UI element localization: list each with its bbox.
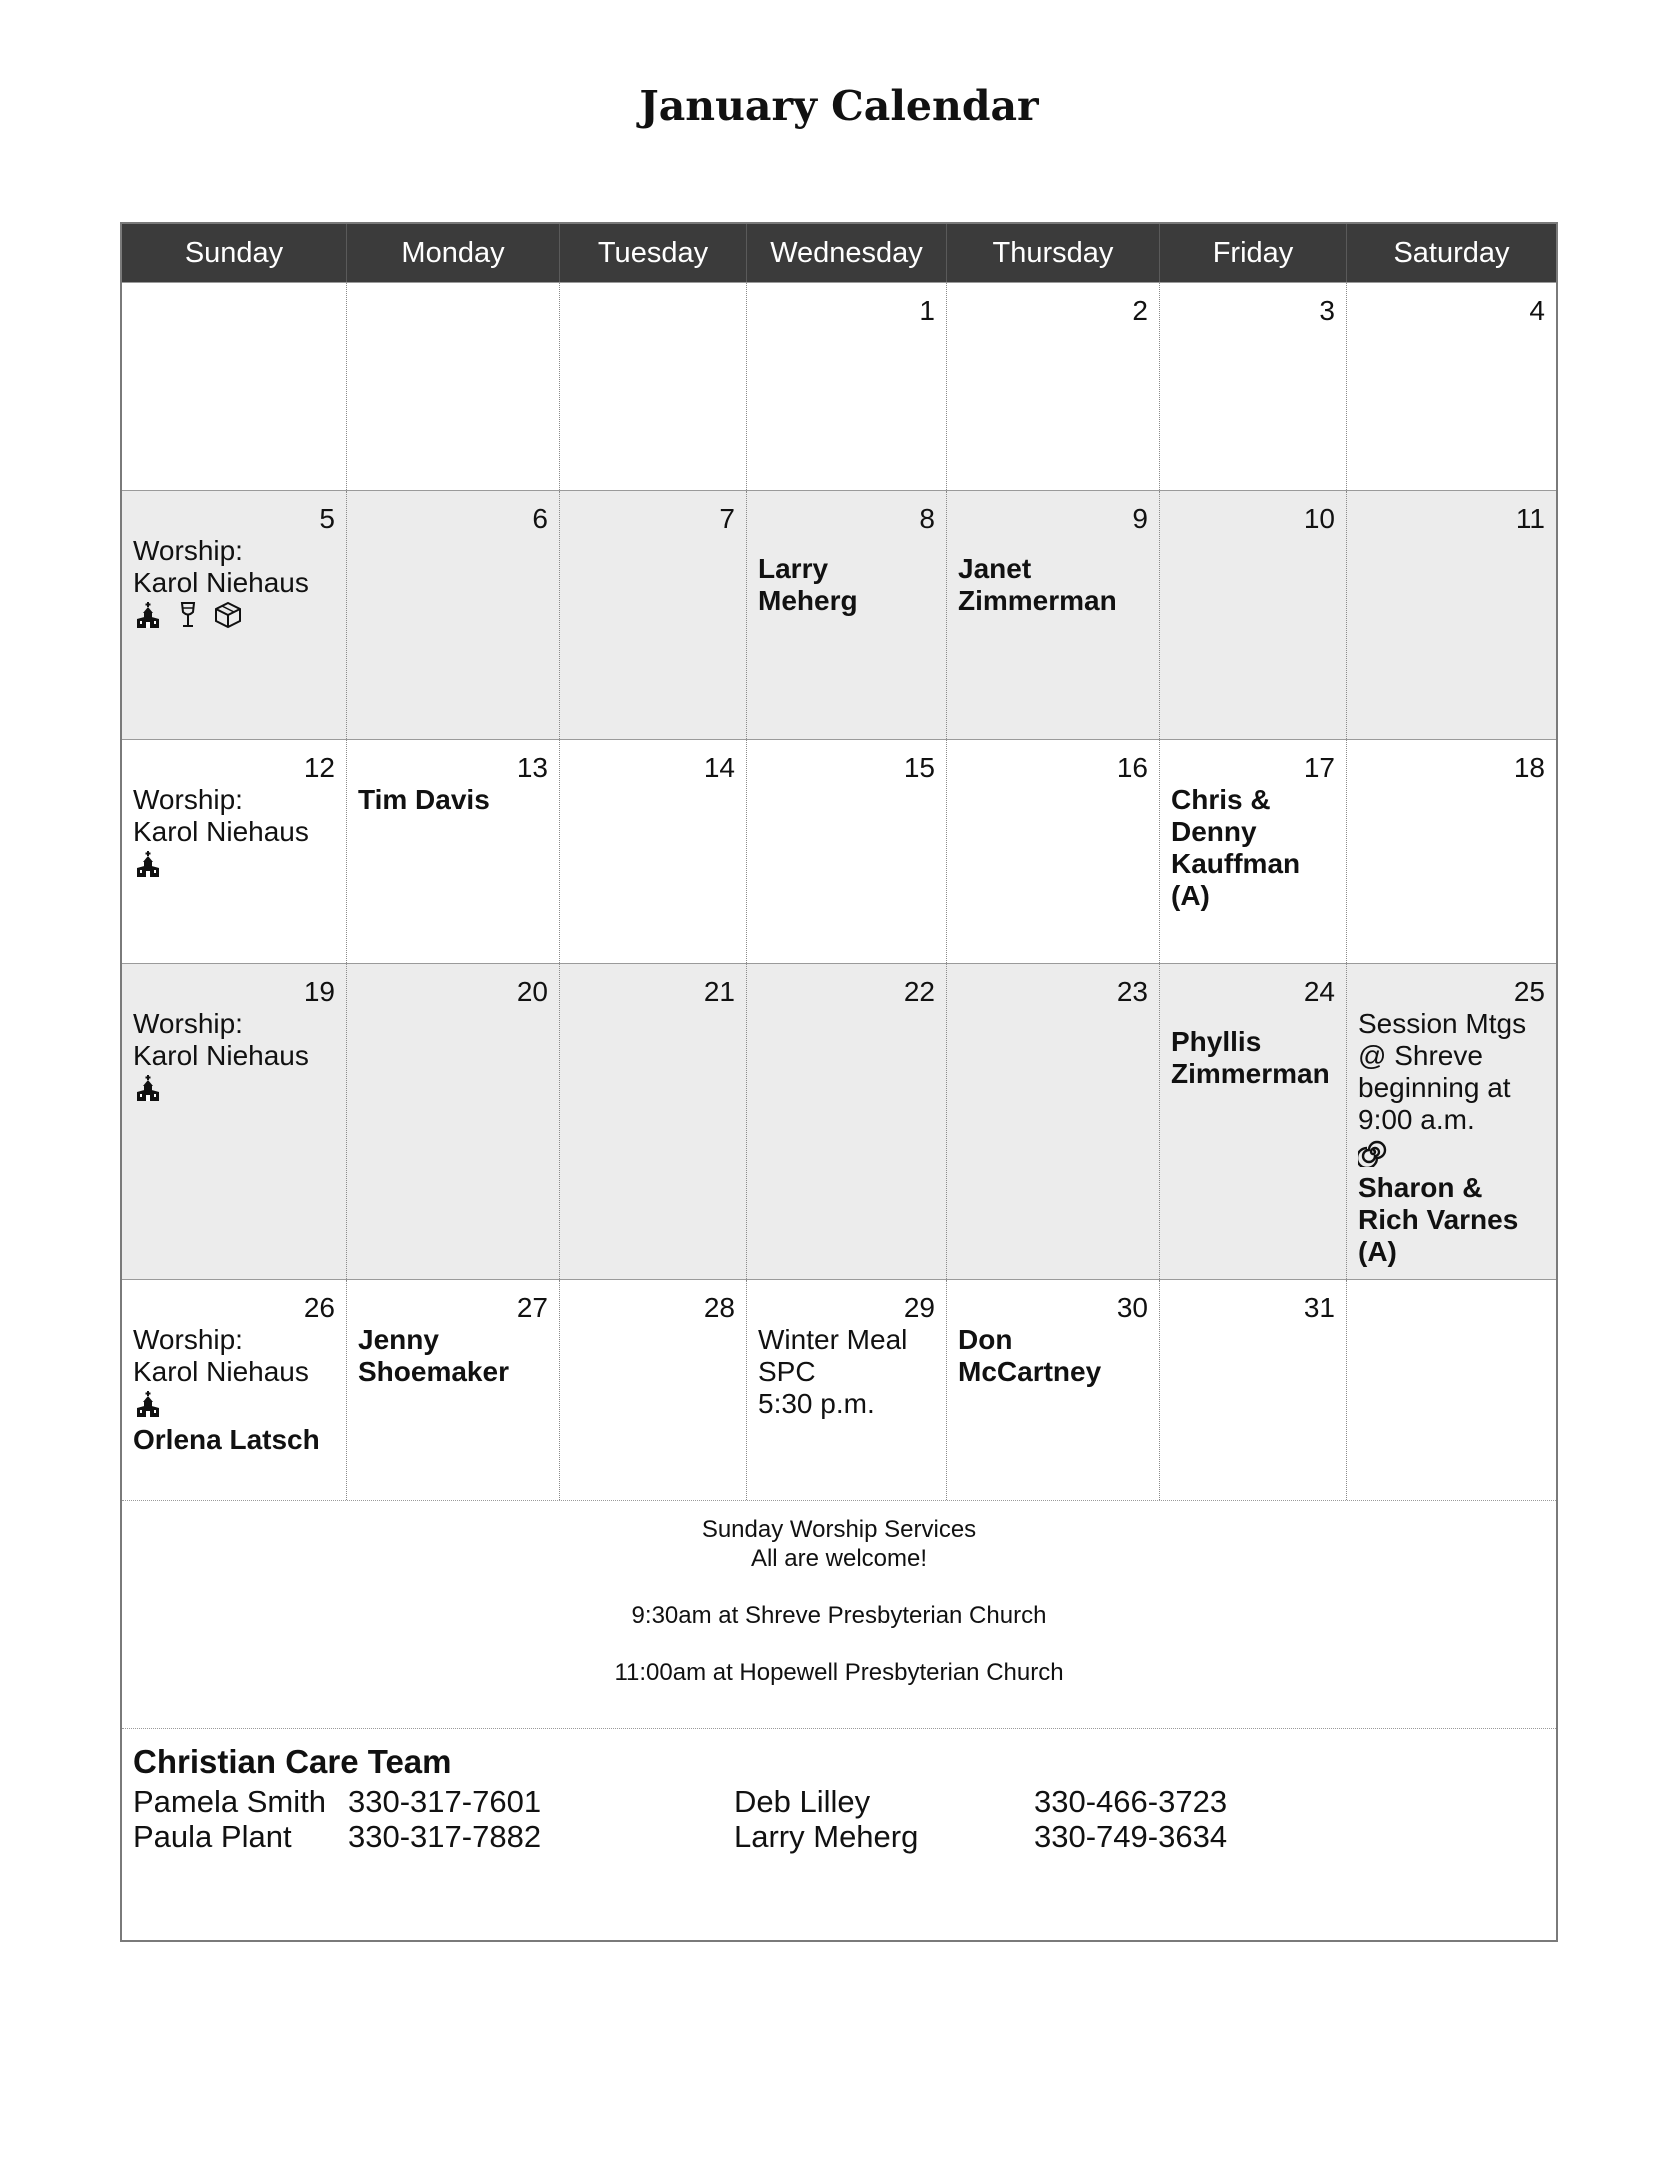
weekday-sunday: Sunday bbox=[122, 224, 347, 282]
day-cell-8 bbox=[747, 491, 947, 739]
day-number: 19 bbox=[303, 976, 335, 1007]
empty-day-cell bbox=[1347, 1280, 1556, 1500]
weekday-tuesday: Tuesday bbox=[560, 224, 747, 282]
calendar-week bbox=[122, 1279, 1556, 1500]
day-cell-29 bbox=[747, 1280, 947, 1500]
day-number: 8 bbox=[919, 503, 935, 534]
person-name: Jenny Shoemaker bbox=[358, 1324, 509, 1387]
event-icons bbox=[1358, 1138, 1545, 1172]
day-number: 28 bbox=[703, 1292, 735, 1323]
day-number: 14 bbox=[703, 752, 735, 783]
calendar-week bbox=[122, 490, 1556, 739]
day-cell-1 bbox=[747, 283, 947, 490]
day-cell-7 bbox=[560, 491, 747, 739]
day-number: 27 bbox=[516, 1292, 548, 1323]
day-cell-11 bbox=[1347, 491, 1556, 739]
day-cell-20 bbox=[347, 964, 560, 1279]
weekday-friday: Friday bbox=[1160, 224, 1347, 282]
empty-day-cell bbox=[347, 283, 560, 490]
person-name: Janet Zimmerman bbox=[958, 553, 1117, 616]
day-cell-2 bbox=[947, 283, 1160, 490]
day-cell-18 bbox=[1347, 740, 1556, 963]
calendar-weeks bbox=[122, 282, 1556, 1500]
event-icons bbox=[133, 1390, 335, 1424]
day-cell-31 bbox=[1160, 1280, 1347, 1500]
person-name: Tim Davis bbox=[358, 784, 490, 815]
care-member-phone: 330-317-7601 bbox=[348, 1784, 542, 1819]
day-number: 3 bbox=[1319, 295, 1335, 326]
day-cell-17 bbox=[1160, 740, 1347, 963]
day-cell-23 bbox=[947, 964, 1160, 1279]
event-text: Worship: Karol Niehaus bbox=[133, 784, 309, 847]
services-heading: Sunday Worship Services bbox=[701, 1516, 977, 1543]
care-member-name: Pamela Smith bbox=[133, 1784, 326, 1819]
person-name: Orlena Latsch bbox=[133, 1424, 320, 1455]
day-cell-15 bbox=[747, 740, 947, 963]
day-number: 6 bbox=[532, 503, 548, 534]
page-title: January Calendar bbox=[639, 82, 1039, 130]
day-number bbox=[1358, 1292, 1545, 1324]
calendar-week bbox=[122, 963, 1556, 1279]
wine-glass-icon bbox=[173, 600, 203, 637]
weekday-monday: Monday bbox=[347, 224, 560, 282]
day-number: 25 bbox=[1513, 976, 1545, 1007]
day-cell-13 bbox=[347, 740, 560, 963]
care-member-phone: 330-466-3723 bbox=[1034, 1784, 1228, 1819]
person-name: Sharon & Rich Varnes (A) bbox=[1358, 1172, 1519, 1267]
day-cell-4 bbox=[1347, 283, 1556, 490]
day-number: 26 bbox=[303, 1292, 335, 1323]
day-cell-10 bbox=[1160, 491, 1347, 739]
day-cell-24 bbox=[1160, 964, 1347, 1279]
event-text: Worship: Karol Niehaus bbox=[133, 535, 309, 598]
weekday-saturday: Saturday bbox=[1393, 236, 1510, 269]
services-hopewell-time: 11:00am at Hopewell Presbyterian Church bbox=[614, 1659, 1064, 1686]
person-name: Larry Meherg bbox=[758, 553, 858, 616]
event-icons bbox=[133, 1074, 335, 1108]
weekday-header bbox=[122, 224, 1556, 282]
day-cell-16 bbox=[947, 740, 1160, 963]
day-number: 24 bbox=[1303, 976, 1335, 1007]
event-text: Session Mtgs @ Shreve beginning at 9:00 a.m. bbox=[1358, 1008, 1527, 1135]
day-number: 5 bbox=[319, 503, 335, 534]
day-cell-26 bbox=[122, 1280, 347, 1500]
day-number: 2 bbox=[1132, 295, 1148, 326]
day-cell-3 bbox=[1160, 283, 1347, 490]
care-team-title: Christian Care Team bbox=[133, 1743, 452, 1780]
day-number: 29 bbox=[903, 1292, 935, 1323]
day-number: 9 bbox=[1132, 503, 1148, 534]
weekday-thursday: Thursday bbox=[947, 224, 1160, 282]
empty-day-cell bbox=[122, 283, 347, 490]
day-cell-30 bbox=[947, 1280, 1160, 1500]
care-member-phone: 330-317-7882 bbox=[348, 1819, 542, 1854]
person-name: Don McCartney bbox=[958, 1324, 1102, 1387]
day-number: 10 bbox=[1303, 503, 1335, 534]
day-cell-22 bbox=[747, 964, 947, 1279]
worship-services-note bbox=[122, 1500, 1556, 1728]
church-icon bbox=[133, 1389, 163, 1426]
care-member-name: Deb Lilley bbox=[734, 1784, 871, 1819]
day-number: 16 bbox=[1116, 752, 1148, 783]
person-name: Phyllis Zimmerman bbox=[1171, 1026, 1330, 1089]
day-cell-27 bbox=[347, 1280, 560, 1500]
calendar-week bbox=[122, 739, 1556, 963]
day-cell-6 bbox=[347, 491, 560, 739]
event-text: Worship: Karol Niehaus bbox=[133, 1324, 309, 1387]
day-number: 1 bbox=[919, 295, 935, 326]
care-member-name: Paula Plant bbox=[133, 1819, 292, 1854]
day-number: 20 bbox=[516, 976, 548, 1007]
event-text: Winter Meal SPC 5:30 p.m. bbox=[758, 1324, 908, 1419]
day-number: 4 bbox=[1529, 295, 1545, 326]
day-number: 11 bbox=[1515, 503, 1545, 534]
event-text: Worship: Karol Niehaus bbox=[133, 1008, 309, 1071]
box-icon bbox=[213, 600, 243, 637]
calendar-week bbox=[122, 282, 1556, 490]
event-icons bbox=[133, 850, 335, 884]
day-number: 23 bbox=[1116, 976, 1148, 1007]
day-cell-9 bbox=[947, 491, 1160, 739]
day-number: 22 bbox=[903, 976, 935, 1007]
care-member-name: Larry Meherg bbox=[734, 1819, 919, 1854]
day-cell-28 bbox=[560, 1280, 747, 1500]
day-number bbox=[358, 295, 548, 327]
empty-day-cell bbox=[560, 283, 747, 490]
day-number bbox=[133, 295, 335, 327]
day-number: 15 bbox=[903, 752, 935, 783]
church-icon bbox=[133, 1073, 163, 1110]
spiral-icon bbox=[1358, 1137, 1388, 1174]
church-icon bbox=[133, 600, 163, 637]
care-member-phone: 330-749-3634 bbox=[1034, 1819, 1228, 1854]
person-name: Chris & Denny Kauffman (A) bbox=[1171, 784, 1301, 911]
day-cell-14 bbox=[560, 740, 747, 963]
day-number: 21 bbox=[703, 976, 735, 1007]
services-shreve-time: 9:30am at Shreve Presbyterian Church bbox=[631, 1602, 1047, 1629]
church-icon bbox=[133, 849, 163, 886]
day-number: 18 bbox=[1513, 752, 1545, 783]
day-cell-5 bbox=[122, 491, 347, 739]
day-cell-21 bbox=[560, 964, 747, 1279]
day-number: 7 bbox=[719, 503, 735, 534]
day-number: 13 bbox=[516, 752, 548, 783]
day-cell-25 bbox=[1347, 964, 1556, 1279]
day-cell-12 bbox=[122, 740, 347, 963]
day-number: 30 bbox=[1116, 1292, 1148, 1323]
day-number: 17 bbox=[1303, 752, 1335, 783]
services-welcome: All are welcome! bbox=[750, 1545, 928, 1572]
day-number bbox=[571, 295, 735, 327]
event-icons bbox=[133, 601, 335, 635]
care-team-section bbox=[122, 1728, 1556, 1940]
day-number: 12 bbox=[303, 752, 335, 783]
day-number: 31 bbox=[1303, 1292, 1335, 1323]
calendar bbox=[120, 222, 1558, 1942]
weekday-wednesday: Wednesday bbox=[747, 224, 947, 282]
day-cell-19 bbox=[122, 964, 347, 1279]
